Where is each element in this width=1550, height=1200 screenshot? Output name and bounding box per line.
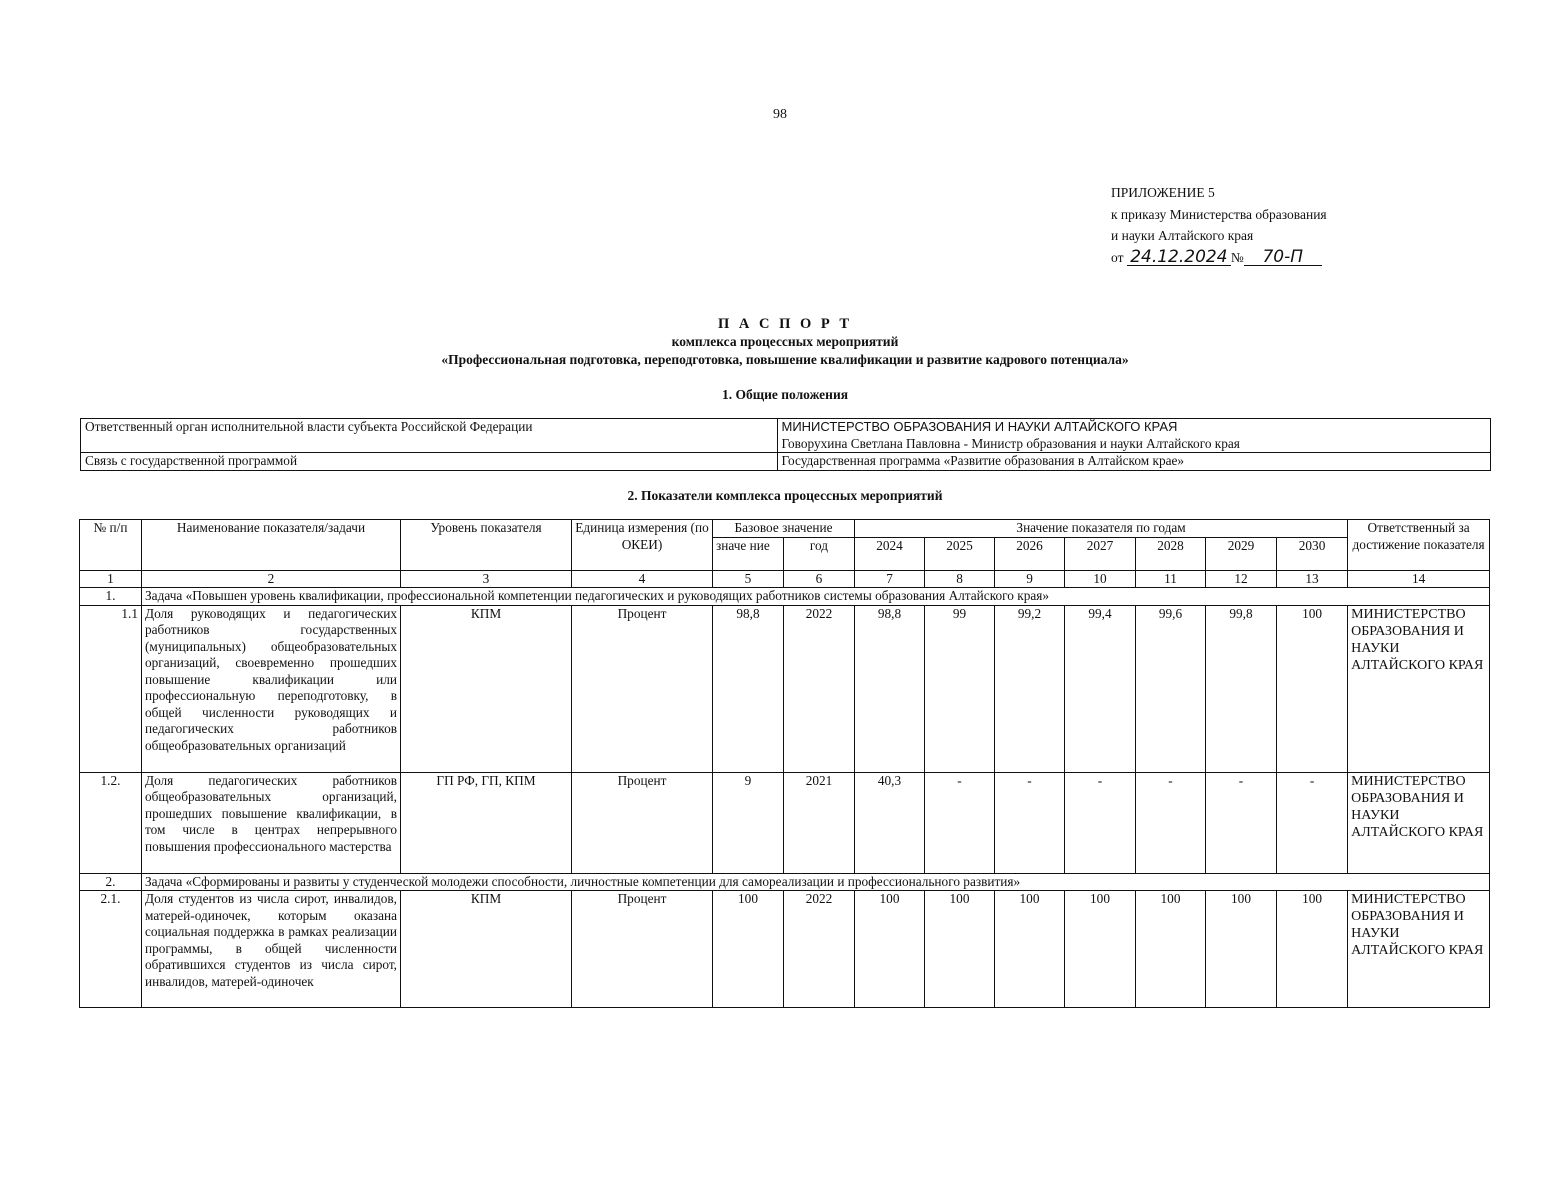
indicator-unit: Процент	[572, 772, 713, 873]
responsible-org: МИНИСТЕРСТВО ОБРАЗОВАНИЯ И НАУКИ АЛТАЙСКОГО КРАЯ	[1348, 891, 1490, 1008]
year-value: -	[1136, 772, 1206, 873]
col-number: 13	[1277, 570, 1348, 588]
appendix-title: ПРИЛОЖЕНИЕ 5	[1111, 185, 1215, 200]
doc-subtitle: комплекса процессных мероприятий	[671, 334, 899, 349]
table-row	[81, 419, 1491, 436]
indicator-level: КПМ	[401, 891, 572, 1008]
task-num: 1.	[80, 588, 142, 606]
ministry-name: МИНИСТЕРСТВО ОБРАЗОВАНИЯ И НАУКИ АЛТАЙСКОГО КРАЯ	[777, 419, 1491, 436]
base-year: 2021	[784, 772, 855, 873]
handwritten-number: 70-П	[1244, 249, 1322, 266]
page-number: 98	[773, 107, 787, 122]
header-year: 2025	[925, 537, 995, 570]
header-year: 2028	[1136, 537, 1206, 570]
year-value: -	[995, 772, 1065, 873]
year-value: 100	[1277, 605, 1348, 772]
table-row	[81, 453, 1491, 471]
header-base-value: значе ние	[713, 537, 784, 570]
table-row	[80, 891, 1490, 1008]
appendix-block	[1111, 182, 1327, 268]
col-number: 3	[401, 570, 572, 588]
base-year: 2022	[784, 605, 855, 772]
year-value: 99,2	[995, 605, 1065, 772]
task-row	[80, 873, 1490, 891]
program-link-label: Связь с государственной программой	[81, 453, 778, 471]
header-year: 2024	[855, 537, 925, 570]
task-text: Задача «Сформированы и развиты у студенческой молодежи способности, личностные компетенции для самореализации и профессионального развития»	[142, 873, 1490, 891]
col-number: 2	[142, 570, 401, 588]
year-value: 100	[855, 891, 925, 1008]
appendix-line1: к приказу Министерства образования	[1111, 206, 1327, 222]
year-value: 99	[925, 605, 995, 772]
year-value: -	[1277, 772, 1348, 873]
year-value: 100	[1065, 891, 1136, 1008]
year-value: 100	[925, 891, 995, 1008]
task-text: Задача «Повышен уровень квалификации, профессиональной компетенции педагогических и руководящих работников системы образования Алтайского края»	[142, 588, 1490, 606]
col-number: 14	[1348, 570, 1490, 588]
base-value: 98,8	[713, 605, 784, 772]
col-number: 8	[925, 570, 995, 588]
responsible-org: МИНИСТЕРСТВО ОБРАЗОВАНИЯ И НАУКИ АЛТАЙСКОГО КРАЯ	[1348, 772, 1490, 873]
responsible-org: МИНИСТЕРСТВО ОБРАЗОВАНИЯ И НАУКИ АЛТАЙСКОГО КРАЯ	[1348, 605, 1490, 772]
indicator-name: Доля студентов из числа сирот, инвалидов, матерей-одиночек, которым оказана социальная поддержка в рамках реализации программы, в общей численности обратившихся студентов из числа сирот, инвалидов, матерей-одиночек	[142, 891, 401, 1008]
col-number: 7	[855, 570, 925, 588]
column-numbers-row	[80, 570, 1490, 588]
header-year: 2030	[1277, 537, 1348, 570]
indicator-name: Доля педагогических работников общеобразовательных организаций, прошедших повышение квалификации, в том числе в центрах непрерывного повышения профессионального мастерства	[142, 772, 401, 873]
header-base-year: год	[784, 537, 855, 570]
table-row	[80, 772, 1490, 873]
program-name: «Профессиональная подготовка, переподготовка, повышение квалификации и развитие кадрового потенциала»	[441, 352, 1129, 367]
indicators-table	[79, 519, 1490, 1008]
col-number: 1	[80, 570, 142, 588]
year-value: 100	[995, 891, 1065, 1008]
table-row	[80, 605, 1490, 772]
date-prefix: от	[1111, 249, 1124, 265]
col-number: 12	[1206, 570, 1277, 588]
year-value: 98,8	[855, 605, 925, 772]
responsible-body-label: Ответственный орган исполнительной власти субъекта Российской Федерации	[81, 419, 778, 453]
section2-title: 2. Показатели комплекса процессных мероприятий	[627, 488, 943, 503]
header-year: 2029	[1206, 537, 1277, 570]
program-link-value: Государственная программа «Развитие образования в Алтайском крае»	[777, 453, 1491, 471]
col-number: 11	[1136, 570, 1206, 588]
general-provisions-table	[80, 418, 1491, 471]
appendix-line2: и науки Алтайского края	[1111, 228, 1254, 243]
header-base: Базовое значение	[713, 520, 855, 538]
col-number: 6	[784, 570, 855, 588]
header-year: 2027	[1065, 537, 1136, 570]
year-value: -	[1065, 772, 1136, 873]
row-num: 2.1.	[80, 891, 142, 1008]
appendix-date-line	[1111, 247, 1327, 269]
header-name: Наименование показателя/задачи	[142, 520, 401, 571]
base-value: 9	[713, 772, 784, 873]
year-value: 99,4	[1065, 605, 1136, 772]
year-value: 99,8	[1206, 605, 1277, 772]
year-value: 100	[1206, 891, 1277, 1008]
header-year: 2026	[995, 537, 1065, 570]
col-number: 9	[995, 570, 1065, 588]
indicator-unit: Процент	[572, 605, 713, 772]
base-year: 2022	[784, 891, 855, 1008]
year-value: -	[925, 772, 995, 873]
base-value: 100	[713, 891, 784, 1008]
year-value: -	[1206, 772, 1277, 873]
header-num: № п/п	[80, 520, 142, 571]
handwritten-date: 24.12.2024	[1127, 249, 1231, 266]
year-value: 100	[1136, 891, 1206, 1008]
row-num: 1.2.	[80, 772, 142, 873]
indicator-level: КПМ	[401, 605, 572, 772]
minister-name: Говорухина Светлана Павловна - Министр образования и науки Алтайского края	[777, 436, 1491, 453]
section1-title: 1. Общие положения	[721, 387, 849, 402]
row-num: 1.1	[80, 605, 142, 772]
indicator-unit: Процент	[572, 891, 713, 1008]
task-num: 2.	[80, 873, 142, 891]
col-number: 4	[572, 570, 713, 588]
indicator-level: ГП РФ, ГП, КПМ	[401, 772, 572, 873]
task-row	[80, 588, 1490, 606]
indicator-name: Доля руководящих и педагогических работников государственных (муниципальных) общеобразовательных организаций, своевременно прошедших повышение квалификации или профессиональную переподготовку, в общей численности руководящих и педагогических работников общеобразовательных организаций	[142, 605, 401, 772]
header-unit: Единица измерения (по ОКЕИ)	[572, 520, 713, 571]
number-prefix: №	[1230, 249, 1244, 265]
year-value: 100	[1277, 891, 1348, 1008]
year-value: 40,3	[855, 772, 925, 873]
year-value: 99,6	[1136, 605, 1206, 772]
header-responsible: Ответственный за достижение показателя	[1348, 520, 1490, 571]
header-level: Уровень показателя	[401, 520, 572, 571]
doc-title: П А С П О Р Т	[717, 316, 853, 332]
header-years-group: Значение показателя по годам	[855, 520, 1348, 538]
col-number: 10	[1065, 570, 1136, 588]
table-header-row	[80, 520, 1490, 538]
col-number: 5	[713, 570, 784, 588]
